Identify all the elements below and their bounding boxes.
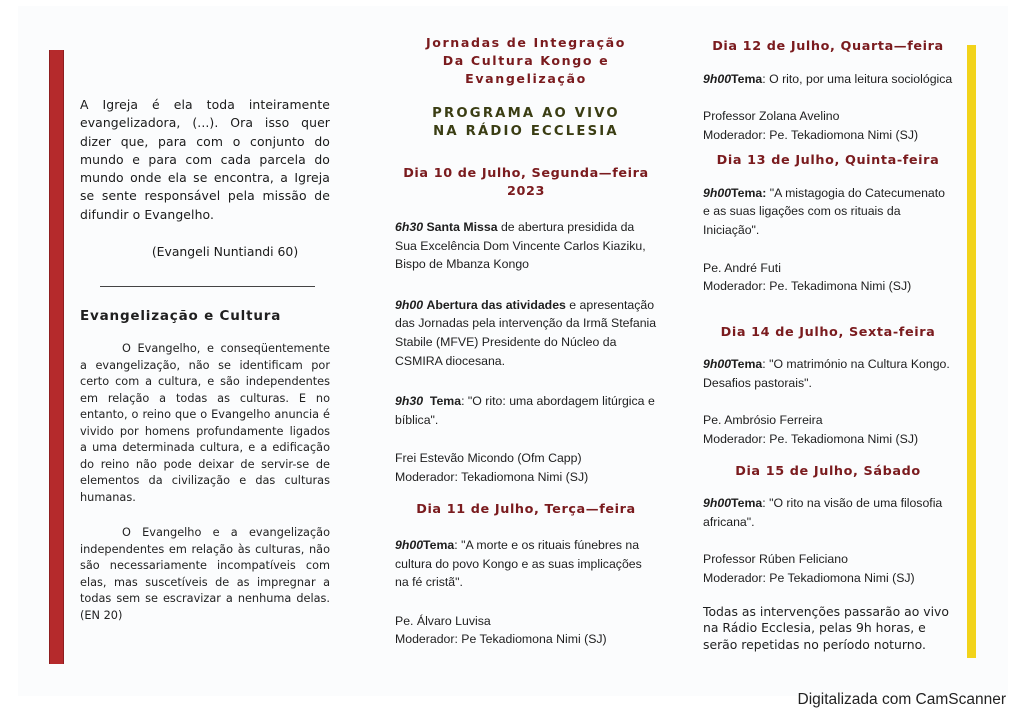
yellow-decorative-bar — [967, 45, 976, 658]
entry-moderator: Moderador: Tekadiomona Nimi (SJ) — [395, 469, 589, 484]
entry-text: : "O rito: uma abordagem litúrgica e bíblica". — [395, 394, 655, 427]
entry-text: : "O rito na visão de uma filosofia africana". — [703, 496, 943, 529]
entry-time: 6h30 — [395, 220, 424, 234]
schedule-entry — [395, 218, 657, 274]
entry-time: 9h00 — [703, 185, 732, 200]
event-title — [395, 34, 657, 88]
schedule-entry — [703, 494, 953, 531]
entry-time: 9h00 — [703, 357, 732, 372]
schedule-entry — [703, 184, 953, 240]
day-heading-text: Dia 10 de Julho, Segunda—feira — [403, 166, 649, 181]
entry-label: Tema — [423, 538, 455, 553]
entry-speaker: Professor Rúben Feliciano — [703, 552, 848, 567]
program-title — [395, 105, 657, 141]
schedule-entry — [395, 392, 657, 429]
event-title-line: Evangelização — [465, 71, 587, 86]
entry-text: e apresentação das Jornadas pela intervenção da Irmã Stefania Stabile (MFVE) Presidente do Núcleo da CSMIRA diocesana. — [395, 297, 657, 368]
right-panel — [703, 38, 953, 665]
entry-moderator: Moderador: Pe Tekadiomona Nimi (SJ) — [703, 570, 915, 585]
entry-time: 9h00 — [703, 71, 732, 86]
day-heading: Dia 15 de Julho, Sábado — [735, 463, 921, 479]
entry-speaker: Pe. Ambrósio Ferreira — [703, 413, 823, 428]
program-title-line: PROGRAMA AO VIVO — [432, 106, 620, 121]
section-title: Evangelização e Cultura — [80, 308, 282, 325]
entry-moderator: Moderador: Pe. Tekadiomona Nimi (SJ) — [703, 127, 919, 142]
entry-title: Santa Missa — [426, 220, 498, 234]
entry-speaker: Pe. André Futi — [703, 260, 781, 275]
entry-label: Tema: — [731, 185, 767, 200]
day-heading-year: 2023 — [506, 183, 546, 199]
middle-panel — [395, 34, 657, 649]
entry-text: de abertura presidida da Sua Excelência Dom Vincente Carlos Kiaziku, Bispo de Mbanza Kongo — [395, 220, 646, 272]
entry-text: : O rito, por uma leitura sociológica — [762, 71, 953, 86]
schedule-entry — [395, 536, 657, 592]
quote-source: (Evangeli Nuntiandi 60) — [151, 244, 299, 260]
entry-speaker: Pe. Álvaro Luvisa — [395, 613, 491, 628]
entry-label: Tema — [429, 394, 462, 409]
broadcast-note: Todas as intervenções passarão ao vivo na Rádio Ecclesia, pelas 9h horas, e serão repetidas no período noturno. — [703, 603, 949, 652]
day-heading — [395, 165, 657, 200]
entry-moderator: Moderador: Pe. Tekadimona Nimi (SJ) — [703, 279, 912, 294]
camscanner-watermark: Digitalizada com CamScanner — [797, 691, 1006, 708]
entry-title: Abertura das atividades — [426, 297, 566, 312]
entry-label: Tema — [731, 496, 763, 511]
entry-speaker: Frei Estevão Micondo (Ofm Capp) — [395, 451, 582, 466]
entry-time: 9h30 — [395, 394, 424, 409]
day-heading: Dia 14 de Julho, Sexta-feira — [720, 324, 936, 340]
event-title-line: Da Cultura Kongo e — [442, 53, 610, 68]
schedule-entry — [703, 70, 953, 89]
entry-text: "A mistagogia do Catecumenato e as suas ligações com os rituais da Iniciação". — [703, 185, 946, 237]
entry-text: : "O matrimónio na Cultura Kongo. Desafios pastorais". — [703, 357, 950, 390]
program-title-line: NA RÁDIO ECCLESIA — [433, 124, 619, 139]
day-heading: Dia 13 de Julho, Quinta-feira — [716, 153, 940, 169]
paragraph: O Evangelho, e conseqüentemente a evangelização, não se identificam por certo com a cultura, e são independentes em relação a todas as culturas. E no entanto, o reino que o Evangelho anuncia é vivido por homens profundamente ligados a uma determinada cultura, e a edificação do reino não pode deixar de servir-se de elementos da civilização e das culturas humanas. — [80, 342, 330, 504]
event-title-line: Jornadas de Integração — [425, 35, 627, 50]
schedule-entry — [395, 296, 657, 370]
entry-text: : "A morte e os rituais fúnebres na cultura do povo Kongo e as suas implicações na fé cristã". — [395, 538, 642, 590]
schedule-entry — [703, 355, 953, 392]
left-panel — [80, 96, 330, 624]
entry-moderator: Moderador: Pe Tekadiomona Nimi (SJ) — [395, 632, 607, 647]
opening-quote: A Igreja é ela toda inteiramente evangelizadora, (...). Ora isso quer dizer que, para com o conjunto do mundo e para com cada parcela do mundo onde ela se encontra, a Igreja se sente responsável pela missão de difundir o Evangelho. — [80, 97, 330, 222]
entry-time: 9h00 — [395, 538, 424, 553]
entry-speaker: Professor Zolana Avelino — [703, 109, 840, 124]
entry-time: 9h00 — [703, 496, 732, 511]
entry-label: Tema — [731, 357, 763, 372]
day-heading: Dia 12 de Julho, Quarta—feira — [712, 39, 944, 54]
entry-moderator: Moderador: Pe. Tekadiomona Nimi (SJ) — [703, 432, 919, 447]
red-decorative-bar — [49, 50, 64, 664]
divider — [100, 286, 315, 287]
day-heading: Dia 11 de Julho, Terça—feira — [416, 501, 636, 517]
paragraph: O Evangelho e a evangelização independentes em relação às culturas, não são necessariamente incompatíveis com elas, mas suscetíveis de as impregnar a todas sem se escravizar a nenhuma delas. (EN 20) — [80, 526, 330, 622]
entry-time: 9h00 — [395, 297, 424, 312]
entry-label: Tema — [731, 71, 763, 86]
